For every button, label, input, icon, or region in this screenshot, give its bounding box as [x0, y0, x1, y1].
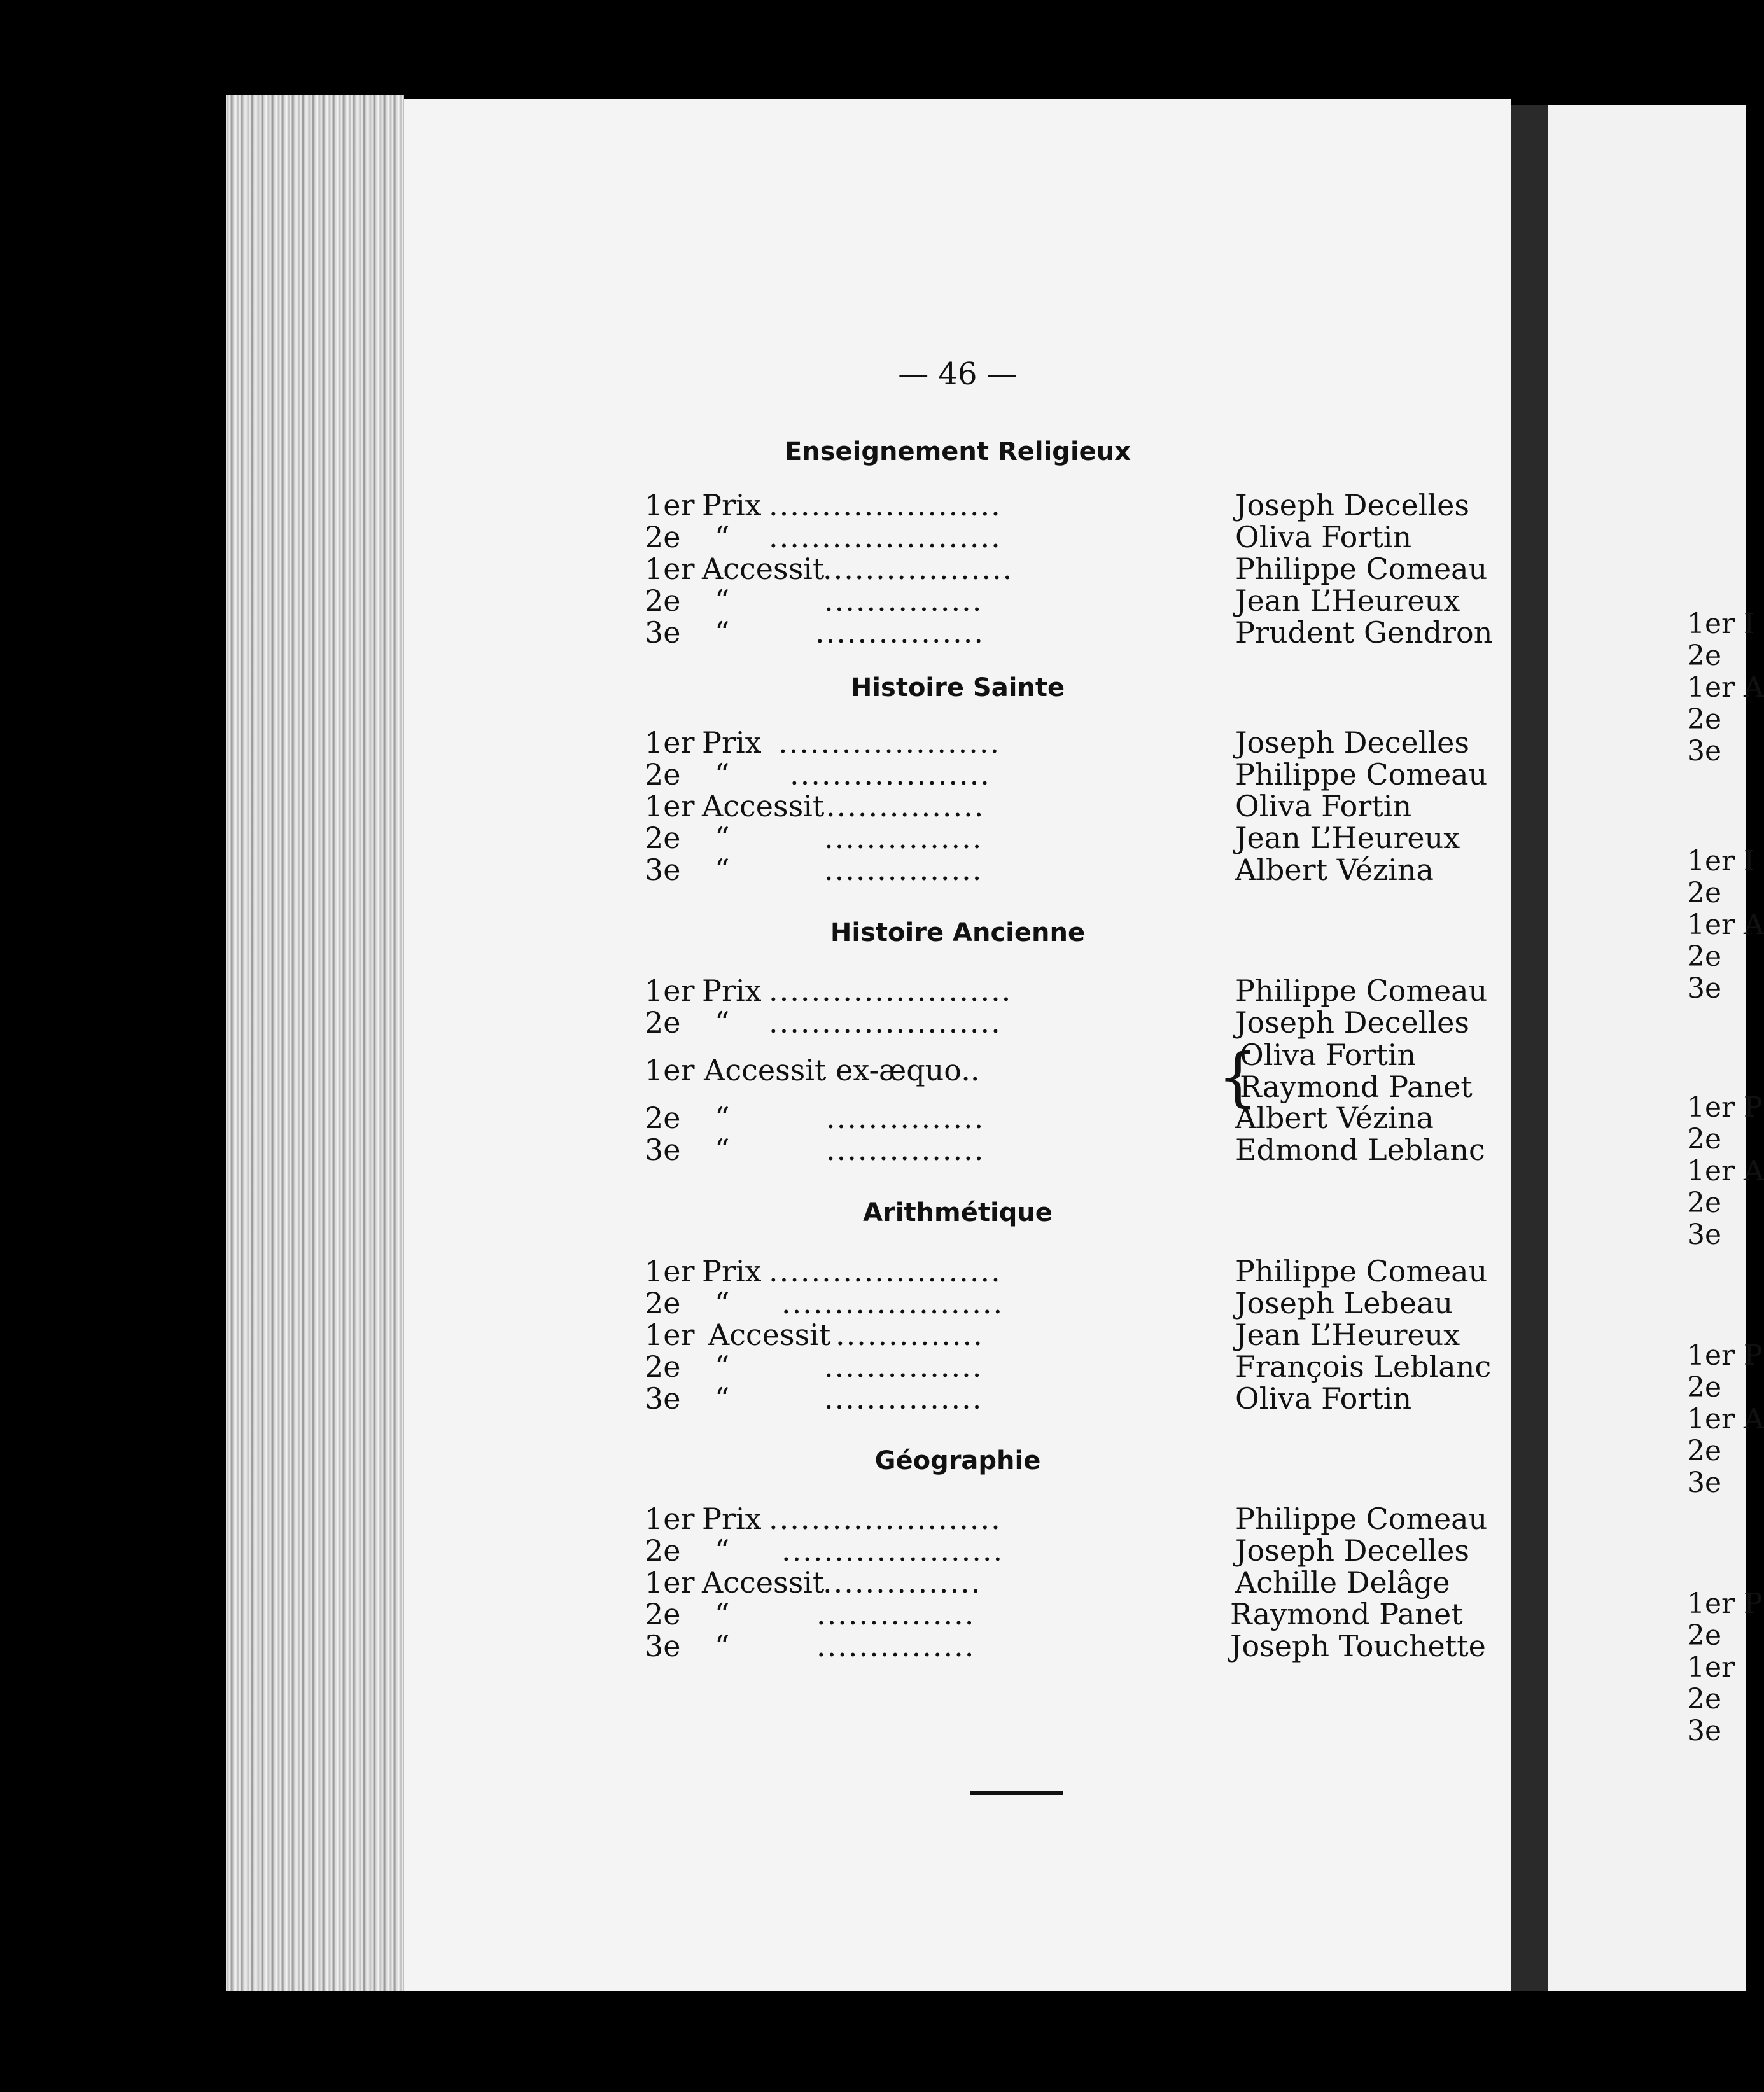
facing-line: 3e — [1687, 1467, 1722, 1499]
page-edge-stack — [226, 95, 404, 1991]
facing-line: 1er A — [1687, 671, 1764, 704]
list-item: 2e “ ............... Jean L’Heureux — [645, 821, 1460, 855]
book-spine — [1511, 105, 1548, 1991]
facing-line: 1er I — [1687, 608, 1755, 640]
facing-line: 2e — [1687, 703, 1722, 736]
list-item: 2e “ ...................... Joseph Decelles — [645, 1005, 1469, 1040]
facing-line: 3e — [1687, 735, 1722, 767]
facing-line: 2e — [1687, 877, 1722, 909]
left-page — [404, 99, 1511, 1991]
facing-line: 2e — [1687, 1187, 1722, 1219]
facing-line: 1er A — [1687, 1155, 1764, 1187]
facing-line: 2e — [1687, 1683, 1722, 1715]
facing-line: 2e — [1687, 1123, 1722, 1155]
end-rule — [970, 1791, 1063, 1795]
list-item: 2e “ ............... Albert Vézina — [645, 1101, 1434, 1135]
ex-aequo-name: Raymond Panet — [1240, 1070, 1473, 1104]
page-number: — 46 — — [898, 356, 1018, 392]
section-title-geographie: Géographie — [874, 1446, 1041, 1475]
list-item: 1er Accessit .............. Jean L’Heureux — [645, 1318, 1460, 1352]
facing-line: 1er P — [1687, 1587, 1763, 1620]
facing-line: 2e — [1687, 1619, 1722, 1652]
section-title-histoire-sainte: Histoire Sainte — [850, 673, 1065, 702]
facing-line: 1er A — [1687, 1403, 1764, 1435]
facing-line: 2e — [1687, 940, 1722, 973]
list-item: 3e “ ............... Oliva Fortin — [645, 1381, 1412, 1416]
list-item: 1er Prix ....................... Philippe Comeau — [645, 973, 1488, 1008]
list-item: 3e “ ............... Joseph Touchette — [645, 1629, 1486, 1663]
facing-line: 1er I — [1687, 845, 1755, 877]
list-item: 1er Prix ...................... Joseph Decelles — [645, 488, 1469, 522]
ex-aequo-label: 1er Accessit ex-æquo.. — [645, 1053, 980, 1087]
list-item: 2e “ ...................... Oliva Fortin — [645, 520, 1412, 554]
facing-line: 3e — [1687, 1218, 1722, 1251]
list-item: 1er Accessit ............... Achille Delâge — [645, 1565, 1450, 1600]
list-item: 2e “ ..................... Joseph Lebeau — [645, 1286, 1453, 1320]
list-item: 3e “ ................ Prudent Gendron — [645, 615, 1493, 650]
facing-line: 3e — [1687, 972, 1722, 1005]
facing-line: 2e — [1687, 1371, 1722, 1404]
facing-line: 2e — [1687, 639, 1722, 672]
facing-line: 2e — [1687, 1435, 1722, 1467]
list-item: 2e “ ............... Raymond Panet — [645, 1597, 1463, 1631]
section-title-enseignement-religieux: Enseignement Religieux — [784, 437, 1131, 466]
list-item: 2e “ ................... Philippe Comeau — [645, 757, 1488, 791]
section-title-histoire-ancienne: Histoire Ancienne — [830, 918, 1086, 947]
list-item: 2e “ ..................... Joseph Decelles — [645, 1533, 1469, 1568]
list-item: 1er Prix ...................... Philippe Comeau — [645, 1254, 1488, 1288]
facing-line: 3e — [1687, 1715, 1722, 1747]
list-item: 2e “ ............... François Leblanc — [645, 1349, 1492, 1384]
list-item: 1er Accessit .................. Philippe Comeau — [645, 552, 1488, 586]
facing-line: 1er P — [1687, 1091, 1763, 1124]
ex-aequo-name: Oliva Fortin — [1240, 1038, 1417, 1072]
list-item: 3e “ ............... Albert Vézina — [645, 853, 1434, 887]
facing-line: 1er A — [1687, 909, 1764, 941]
facing-page — [1548, 105, 1764, 1991]
list-item: 1er Prix ..................... Joseph Decelles — [645, 725, 1469, 760]
facing-line: 1er P — [1687, 1339, 1763, 1372]
facing-line: 1er — [1687, 1651, 1735, 1684]
list-item: 2e “ ............... Jean L’Heureux — [645, 583, 1460, 618]
brace-mark: { — [1217, 1040, 1258, 1114]
list-item: 1er Prix ...................... Philippe Comeau — [645, 1502, 1488, 1536]
list-item: 3e “ ............... Edmond Leblanc — [645, 1133, 1485, 1167]
list-item: 1er Accessit ............... Oliva Fortin — [645, 789, 1412, 823]
section-title-arithmetique: Arithmétique — [863, 1198, 1053, 1227]
